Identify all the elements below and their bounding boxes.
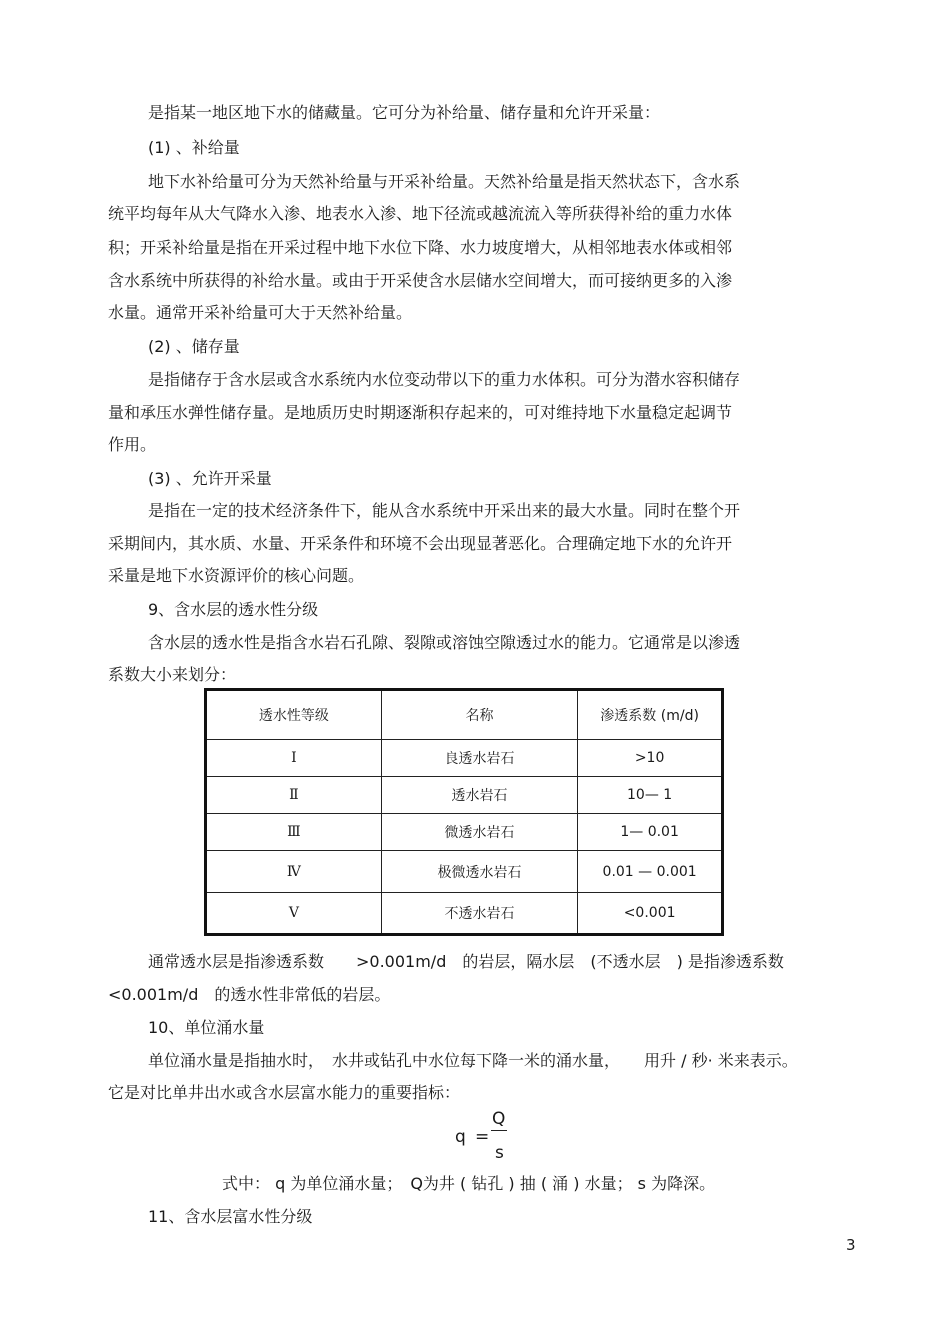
text-line: 水量。通常开采补给量可大于天然补给量。 — [108, 303, 413, 322]
table-cell-coefficient: 1— 0.01 — [578, 814, 723, 851]
text-line: 单位涌水量是指抽水时， 水井或钻孔中水位每下降一米的涌水量， 用升 / 秒· 米来表示。 — [148, 1051, 798, 1070]
text-line: 采量是地下水资源评价的核心问题。 — [108, 566, 365, 585]
table-cell-coefficient: 0.01 — 0.001 — [578, 851, 723, 893]
fraction-bar — [491, 1130, 507, 1131]
text-line: 式中： q 为单位涌水量； Q为井 ( 钻孔 ) 抽 ( 涌 ) 水量； s 为降深。 — [222, 1174, 716, 1193]
table-cell-grade: Ⅱ — [206, 777, 382, 814]
text-line: (1) 、补给量 — [148, 138, 240, 157]
table-cell-name: 极微透水岩石 — [381, 851, 577, 893]
text-line: 含水系统中所获得的补给水量。或由于开采使含水层储水空间增大，而可接纳更多的入渗 — [108, 271, 733, 290]
text-line: 作用。 — [108, 435, 157, 454]
text-line: (3) 、允许开采量 — [148, 469, 272, 488]
text-line: 9、含水层的透水性分级 — [148, 600, 319, 619]
table-cell-coefficient: <0.001 — [578, 893, 723, 935]
table-cell-name: 微透水岩石 — [381, 814, 577, 851]
table-cell-name: 不透水岩石 — [381, 893, 577, 935]
table-header-cell: 渗透系数 (m/d) — [578, 690, 723, 740]
text-line: 是指某一地区地下水的储藏量。它可分为补给量、储存量和允许开采量： — [148, 103, 661, 122]
text-line: 量和承压水弹性储存量。是地质历史时期逐渐积存起来的，可对维持地下水量稳定起调节 — [108, 403, 733, 422]
formula-denominator: s — [495, 1143, 504, 1163]
table-cell-grade: Ⅲ — [206, 814, 382, 851]
table-header-cell: 名称 — [381, 690, 577, 740]
formula-lhs: q — [455, 1127, 466, 1147]
table-cell-grade: Ⅴ — [206, 893, 382, 935]
text-line: 10、单位涌水量 — [148, 1018, 265, 1037]
formula-numerator: Q — [492, 1109, 506, 1129]
text-line: 它是对比单井出水或含水层富水能力的重要指标： — [108, 1083, 461, 1102]
table-header-cell: 透水性等级 — [206, 690, 382, 740]
permeability-table — [204, 688, 724, 936]
text-line: 地下水补给量可分为天然补给量与开采补给量。天然补给量是指天然状态下，含水系 — [148, 172, 741, 191]
table-row — [206, 740, 723, 777]
table-cell-name: 透水岩石 — [381, 777, 577, 814]
table-cell-name: 良透水岩石 — [381, 740, 577, 777]
table-header-row — [206, 690, 723, 740]
text-line: 11、含水层富水性分级 — [148, 1207, 313, 1226]
text-line: 是指在一定的技术经济条件下，能从含水系统中开采出来的最大水量。同时在整个开 — [148, 501, 741, 520]
table-row — [206, 814, 723, 851]
text-line: 含水层的透水性是指含水岩石孔隙、裂隙或溶蚀空隙透过水的能力。它通常是以渗透 — [148, 633, 741, 652]
table-row — [206, 777, 723, 814]
text-line: 统平均每年从大气降水入渗、地表水入渗、地下径流或越流流入等所获得补给的重力水体 — [108, 204, 733, 223]
text-line: 是指储存于含水层或含水系统内水位变动带以下的重力水体积。可分为潜水容积储存 — [148, 370, 741, 389]
table-cell-grade: Ⅰ — [206, 740, 382, 777]
text-line: (2) 、储存量 — [148, 337, 240, 356]
text-line: 系数大小来划分： — [108, 665, 237, 684]
formula-equals: = — [475, 1127, 490, 1147]
text-line: 采期间内，其水质、水量、开采条件和环境不会出现显著恶化。合理确定地下水的允许开 — [108, 534, 733, 553]
table-cell-coefficient: 10— 1 — [578, 777, 723, 814]
page-number: 3 — [846, 1236, 856, 1254]
table-row — [206, 893, 723, 935]
table-cell-coefficient: >10 — [578, 740, 723, 777]
table-cell-grade: Ⅳ — [206, 851, 382, 893]
text-line: 通常透水层是指渗透系数 >0.001m/d 的岩层，隔水层 (不透水层 ) 是指渗透系数 — [148, 952, 784, 971]
table-row — [206, 851, 723, 893]
text-line: <0.001m/d 的透水性非常低的岩层。 — [108, 985, 391, 1004]
text-line: 积；开采补给量是指在开采过程中地下水位下降、水力坡度增大，从相邻地表水体或相邻 — [108, 238, 733, 257]
